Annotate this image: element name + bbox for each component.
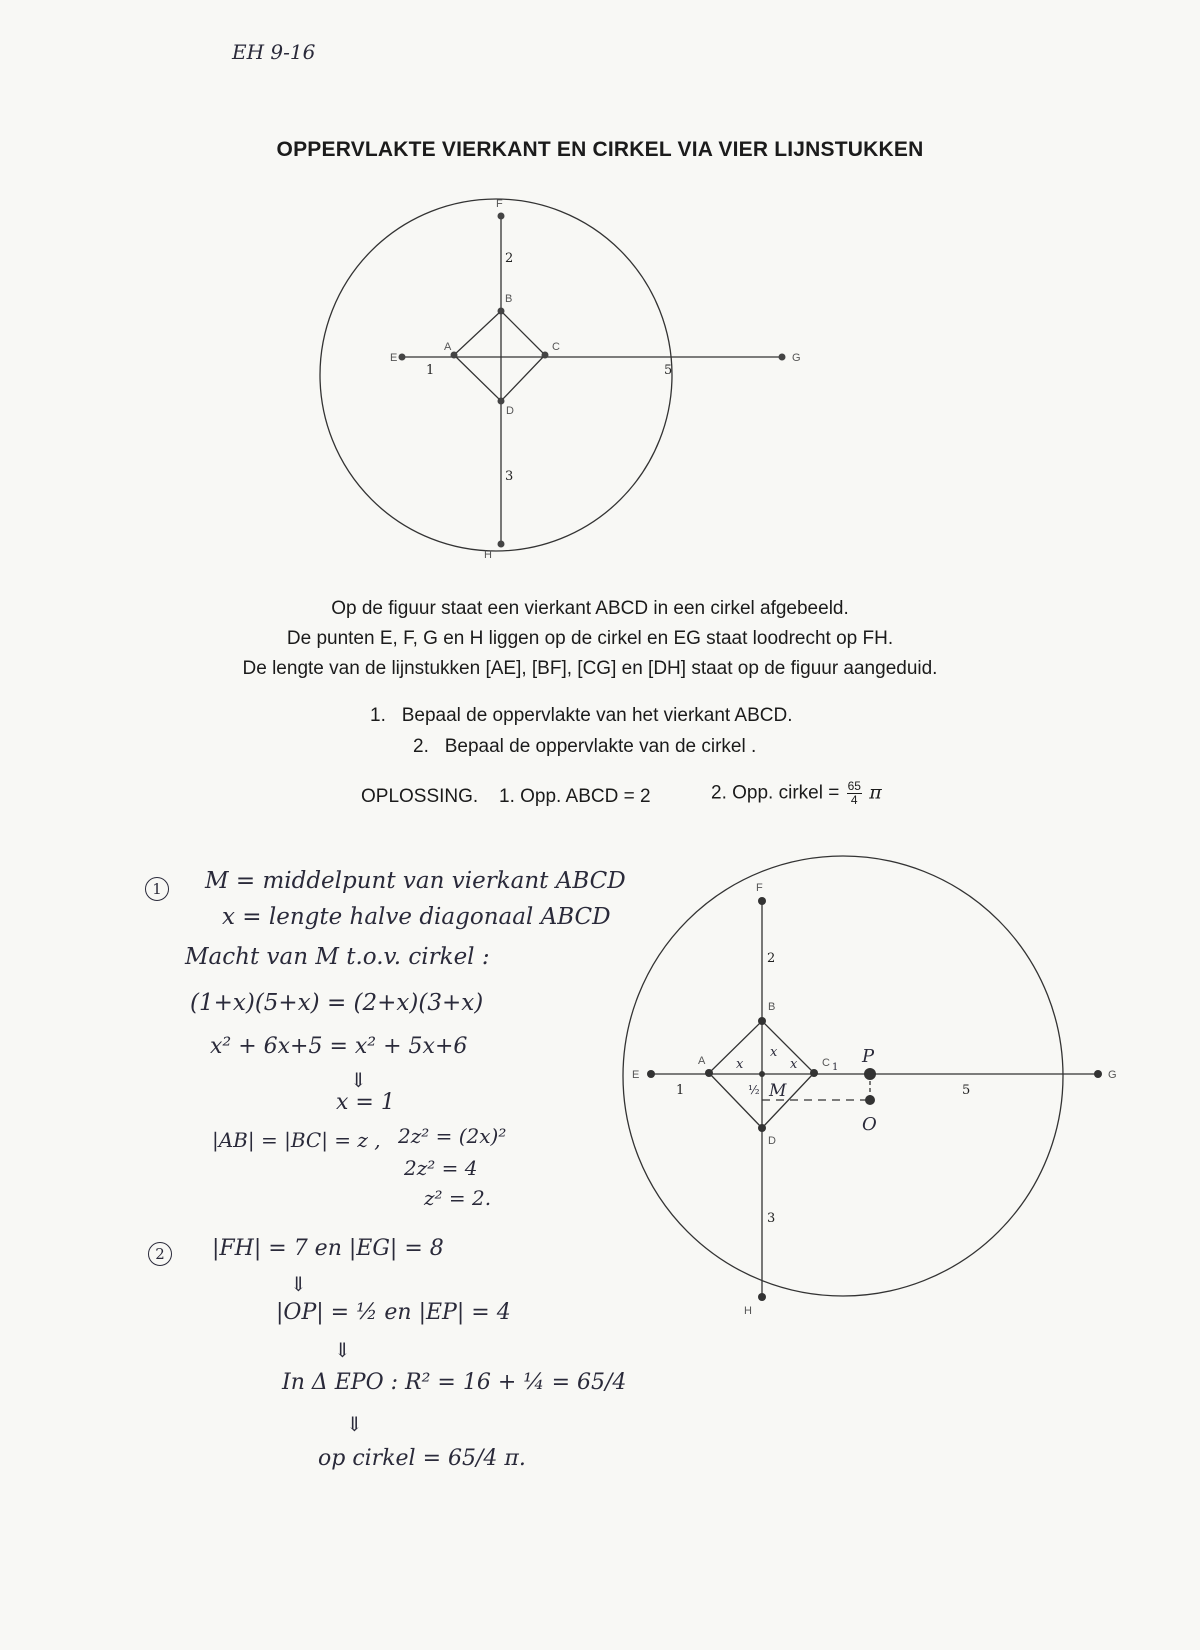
fig1-label-e: E (390, 352, 398, 364)
intro-line-1: Op de figuur staat een vierkant ABCD in een cirkel afgebeeld. (331, 598, 849, 619)
hw-line-4: (1+x)(5+x) = (2+x)(3+x) (190, 990, 484, 1016)
page-title: OPPERVLAKTE VIERKANT EN CIRKEL VIA VIER LIJNSTUKKEN (276, 138, 924, 161)
fig1-label-f: F (496, 198, 503, 210)
fig2-point-o (865, 1095, 875, 1105)
intro-line-3: De lengte van de lijnstukken [AE], [BF], [CG] en [DH] staat op de figuur aangeduid. (242, 658, 938, 679)
fig1-label-d: D (506, 405, 514, 417)
fig2-label-c-index: 1 (832, 1062, 839, 1073)
fig1-label-c: C (552, 341, 560, 353)
fig2-label-c: C (822, 1057, 830, 1069)
hw-line-2: x = lengte halve diagonaal ABCD (222, 904, 611, 930)
question-1-number: 1. (370, 705, 386, 726)
answer-2-denominator: 4 (850, 793, 858, 807)
hw-part-2-marker: 2 (148, 1242, 172, 1266)
hw-line-3: Macht van M t.o.v. cirkel : (185, 944, 490, 970)
question-1-text: Bepaal de oppervlakte van het vierkant ABCD. (401, 705, 793, 726)
hw-line-11: |OP| = ½ en |EP| = 4 (276, 1300, 511, 1325)
fig2-length-x-left: x (736, 1057, 744, 1072)
fig2-point-g (1094, 1070, 1102, 1078)
fig2-length-x-right: x (790, 1057, 798, 1072)
fig2-point-e (647, 1070, 655, 1078)
hw-arrow-1: ⇓ (350, 1068, 367, 1092)
fig2-point-d (758, 1124, 766, 1132)
fig2-point-p (864, 1068, 876, 1080)
fig2-length-dh: 3 (767, 1211, 776, 1226)
fig2-length-x-top: x (770, 1045, 778, 1060)
fig2-length-cg: 5 (962, 1083, 971, 1098)
hw-line-6: x = 1 (336, 1090, 395, 1115)
answer-2-prefix: 2. Opp. cirkel = (711, 782, 840, 804)
fig2-label-p: P (862, 1046, 875, 1067)
question-2-text: Bepaal de oppervlakte van de cirkel . (444, 736, 757, 757)
hw-line-7b: 2z² = (2x)² (398, 1124, 507, 1148)
answer-2-numerator: 65 (847, 779, 861, 793)
fig2-label-m: M (769, 1081, 787, 1101)
fig2-point-a (705, 1069, 713, 1077)
solution-label: OPLOSSING. (361, 786, 479, 807)
fig1-label-h: H (484, 549, 492, 561)
hw-line-7a: |AB| = |BC| = z , (212, 1128, 381, 1152)
fig2-point-m (759, 1071, 765, 1077)
hw-arrow-4: ⇓ (346, 1412, 363, 1436)
fig2-label-o: O (862, 1114, 877, 1135)
fig2-label-f: F (756, 882, 763, 894)
hw-arrow-2: ⇓ (290, 1272, 307, 1296)
fig1-length-cg: 5 (664, 363, 673, 378)
fig2-point-f (758, 897, 766, 905)
answer-2-pi: π (869, 781, 882, 804)
hw-arrow-3: ⇓ (334, 1338, 351, 1362)
fig2-circle (623, 856, 1063, 1296)
fig2-label-a: A (698, 1055, 706, 1067)
fig2-point-b (758, 1017, 766, 1025)
question-2-number: 2. (413, 736, 429, 757)
hw-line-13: op cirkel = 65/4 π. (318, 1446, 526, 1471)
fig2-label-g: G (1108, 1069, 1117, 1081)
fig2-label-h: H (744, 1305, 752, 1317)
hw-line-5: x² + 6x+5 = x² + 5x+6 (210, 1034, 468, 1059)
fig2-length-ae: 1 (676, 1083, 685, 1098)
fig2-point-c (810, 1069, 818, 1077)
hw-line-12: In Δ EPO : R² = 16 + ¼ = 65/4 (282, 1370, 627, 1395)
fig1-label-g: G (792, 352, 801, 364)
fig2-label-d: D (768, 1135, 776, 1147)
hw-line-9: z² = 2. (424, 1186, 492, 1210)
fig2-length-half: ½ (748, 1083, 760, 1097)
fig1-length-dh: 3 (505, 469, 514, 484)
fig1-label-b: B (505, 293, 513, 305)
fig1-label-a: A (444, 341, 452, 353)
intro-line-2: De punten E, F, G en H liggen op de cirkel en EG staat loodrecht op FH. (286, 628, 894, 649)
fig2-label-e: E (632, 1069, 640, 1081)
hw-line-10: |FH| = 7 en |EG| = 8 (212, 1236, 444, 1261)
hw-line-1: M = middelpunt van vierkant ABCD (205, 868, 626, 894)
fig1-length-ae: 1 (426, 363, 435, 378)
hw-part-1-marker: 1 (145, 877, 169, 901)
fig2-point-h (758, 1293, 766, 1301)
header-code: EH 9-16 (232, 40, 316, 64)
solution-answer-1: 1. Opp. ABCD = 2 (499, 786, 651, 807)
hw-line-8: 2z² = 4 (404, 1156, 478, 1180)
fig1-length-bf: 2 (505, 251, 514, 266)
fig2-length-bf: 2 (767, 951, 776, 966)
fig2-label-b: B (768, 1001, 776, 1013)
